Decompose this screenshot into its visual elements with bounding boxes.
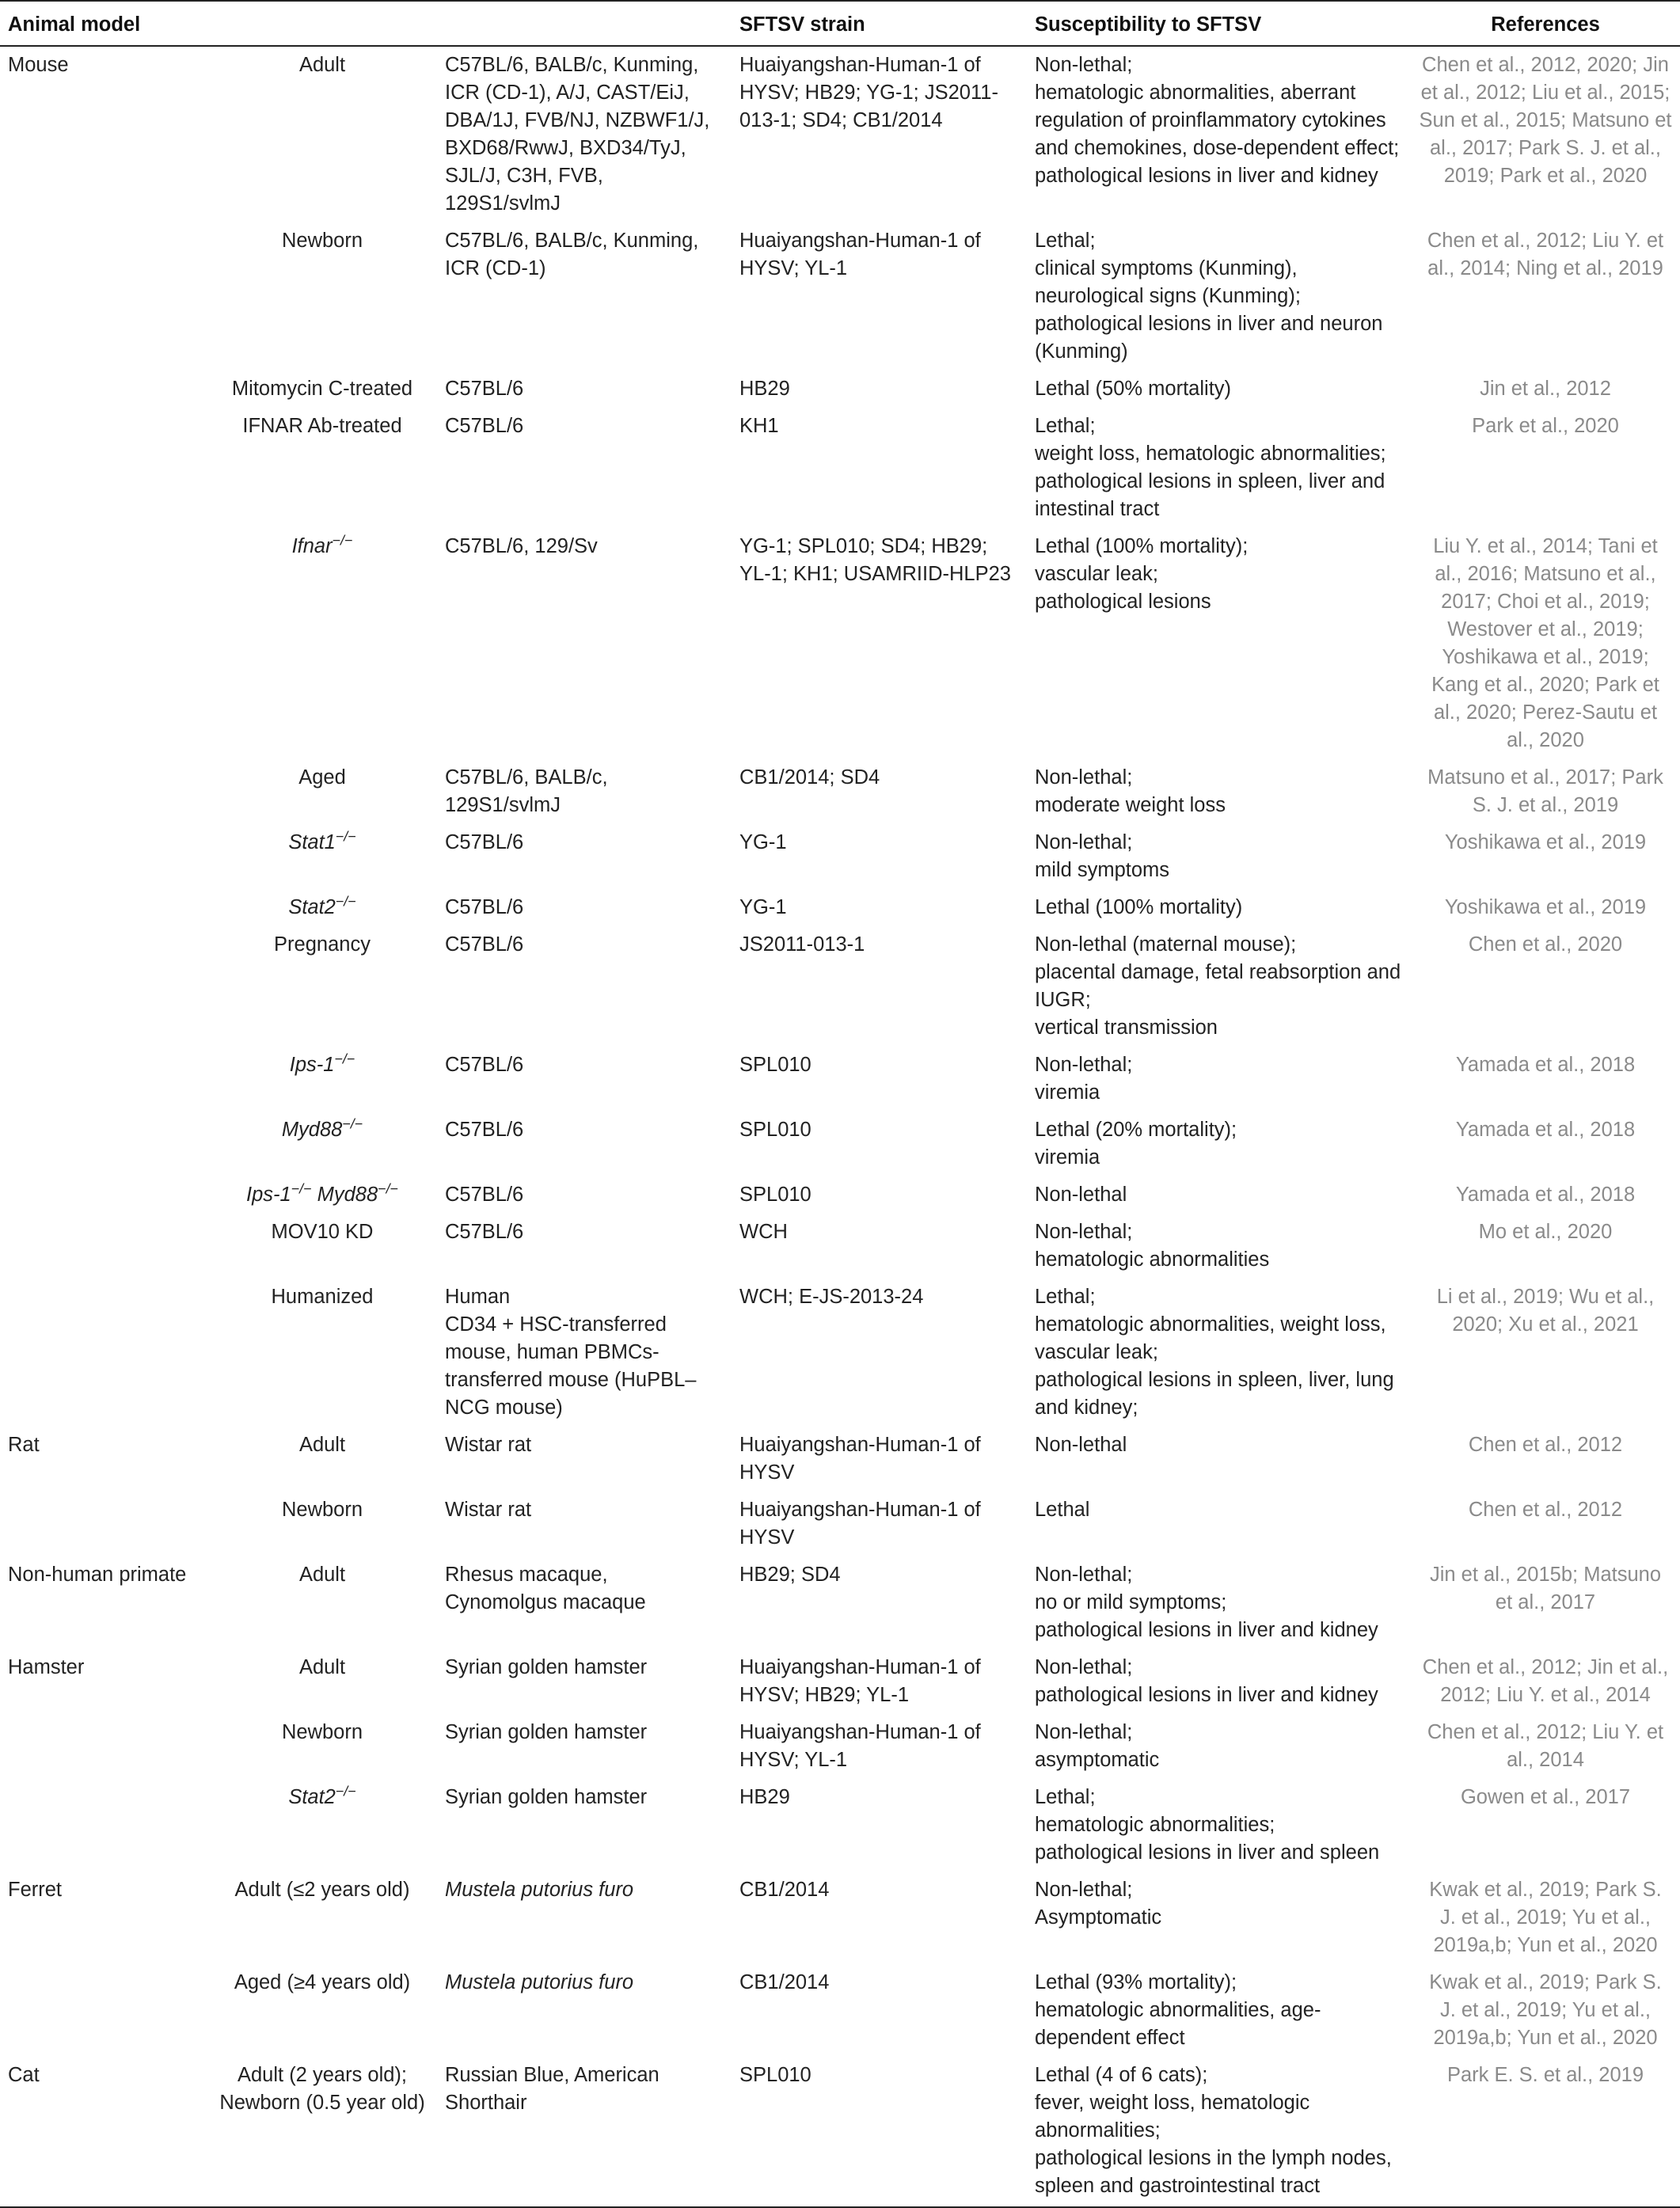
model-label: Adult (2 years old); Newborn (0.5 year old) xyxy=(219,2064,425,2114)
table-row xyxy=(0,1112,1680,1176)
model-label: Newborn xyxy=(281,1499,363,1521)
model-cell xyxy=(207,1872,437,1964)
table-row xyxy=(0,371,1680,408)
header-strain xyxy=(437,1,732,46)
sftsv-strain-cell: HB29 xyxy=(739,1786,790,1808)
table-row xyxy=(0,1279,1680,1427)
knockout-superscript: −/− xyxy=(335,828,356,845)
sftsv-strain-cell: HB29; SD4 xyxy=(739,1564,841,1586)
model-label: Aged xyxy=(298,766,346,789)
host-strain-cell: C57BL/6 xyxy=(445,896,524,918)
animal-group-cell xyxy=(0,1714,207,1779)
header-susceptibility: Susceptibility to SFTSV xyxy=(1027,1,1411,46)
host-strain-cell: C57BL/6 xyxy=(445,933,524,956)
host-strain-cell: C57BL/6 xyxy=(445,831,524,853)
knockout-superscript: −/− xyxy=(342,1115,363,1132)
references-cell: Chen et al., 2012 xyxy=(1468,1499,1623,1521)
host-strain-cell: Wistar rat xyxy=(445,1434,532,1456)
references-cell: Li et al., 2019; Wu et al., 2020; Xu et al., 2021 xyxy=(1436,1286,1655,1336)
header-animal-model: Animal model xyxy=(0,1,207,46)
header-sub-model xyxy=(207,1,437,46)
references-cell: Mo et al., 2020 xyxy=(1478,1221,1613,1243)
table-row xyxy=(0,1047,1680,1112)
susceptibility-cell: Non-lethal; pathological lesions in liver and kidney xyxy=(1035,1656,1378,1706)
table-row xyxy=(0,1649,1680,1714)
table-row xyxy=(0,408,1680,528)
references-cell: Chen et al., 2012; Liu Y. et al., 2014; Ning et al., 2019 xyxy=(1427,230,1664,279)
model-cell xyxy=(207,1176,437,1214)
susceptibility-cell: Non-lethal; no or mild symptoms; pathological lesions in liver and kidney xyxy=(1035,1564,1378,1641)
host-strain-cell: Wistar rat xyxy=(445,1499,532,1521)
sftsv-strain-cell: Huaiyangshan-Human-1 of HYSV xyxy=(739,1434,981,1484)
table-body xyxy=(0,46,1680,2207)
model-cell xyxy=(207,1964,437,2057)
sftsv-strain-cell: WCH xyxy=(739,1221,788,1243)
susceptibility-cell: Lethal; weight loss, hematologic abnormalities; pathological lesions in spleen, liver and intestinal tract xyxy=(1035,415,1386,520)
susceptibility-cell: Non-lethal; viremia xyxy=(1035,1054,1133,1104)
susceptibility-cell: Non-lethal; hematologic abnormalities, aberrant regulation of proinflammatory cytokines and chemokines, dose-dependent effect; pathological lesions in liver and kidney xyxy=(1035,54,1400,187)
host-strain-cell: C57BL/6 xyxy=(445,378,524,400)
table-row xyxy=(0,1176,1680,1214)
table-row xyxy=(0,1872,1680,1964)
sftsv-strain-cell: SPL010 xyxy=(739,1184,811,1206)
host-strain-cell: Syrian golden hamster xyxy=(445,1721,648,1743)
sftsv-strain-cell: Huaiyangshan-Human-1 of HYSV; YL-1 xyxy=(739,1721,981,1771)
sftsv-strain-cell: CB1/2014 xyxy=(739,1879,830,1901)
animal-group-cell xyxy=(0,759,207,824)
model-cell xyxy=(207,408,437,528)
model-label: Adult (≤2 years old) xyxy=(234,1879,410,1901)
table-row xyxy=(0,1779,1680,1872)
susceptibility-cell: Non-lethal xyxy=(1035,1434,1127,1456)
animal-group-cell xyxy=(0,1779,207,1872)
animal-group-cell xyxy=(0,371,207,408)
host-strain-cell: C57BL/6 xyxy=(445,1221,524,1243)
table-row xyxy=(0,889,1680,926)
susceptibility-cell: Lethal (4 of 6 cats); fever, weight loss, hematologic abnormalities; pathological lesions in the lymph nodes, spleen and gastrointestinal tract xyxy=(1027,2057,1411,2207)
table-row xyxy=(0,222,1680,371)
model-cell xyxy=(207,1047,437,1112)
animal-group-cell: Rat xyxy=(8,1434,40,1456)
sftsv-strain-cell: Huaiyangshan-Human-1 of HYSV xyxy=(739,1499,981,1549)
model-label: Stat2 xyxy=(288,896,336,918)
sftsv-strain-cell: Huaiyangshan-Human-1 of HYSV; YL-1 xyxy=(739,230,981,279)
model-label: Adult xyxy=(298,1656,346,1678)
table-header xyxy=(0,1,1680,46)
animal-group-cell xyxy=(0,1964,207,2057)
sftsv-strain-cell: Huaiyangshan-Human-1 of HYSV; HB29; YL-1 xyxy=(739,1656,981,1706)
model-label-2: Myd88 xyxy=(311,1184,378,1206)
sftsv-strain-cell: Huaiyangshan-Human-1 of HYSV; HB29; YG-1; JS2011-013-1; SD4; CB1/2014 xyxy=(739,54,998,131)
model-label: Humanized xyxy=(271,1286,374,1308)
animal-group-cell xyxy=(0,824,207,889)
references-cell: Yamada et al., 2018 xyxy=(1455,1119,1636,1141)
table-row xyxy=(0,528,1680,759)
host-strain-cell: C57BL/6 xyxy=(445,1184,524,1206)
animal-group-cell xyxy=(0,528,207,759)
model-cell xyxy=(207,1556,437,1649)
model-label: Ifnar xyxy=(291,535,333,557)
animal-group-cell xyxy=(0,1047,207,1112)
model-label: Stat2 xyxy=(288,1786,336,1808)
host-strain-cell: Human CD34 + HSC-transferred mouse, human PBMCs-transferred mouse (HuPBL–NCG mouse) xyxy=(445,1286,697,1419)
model-cell xyxy=(207,1279,437,1427)
model-label: Adult xyxy=(298,54,346,76)
table-row xyxy=(0,824,1680,889)
references-cell: Chen et al., 2012; Liu Y. et al., 2014 xyxy=(1427,1721,1664,1771)
sftsv-strain-cell: SPL010 xyxy=(732,2057,1027,2207)
references-cell: Chen et al., 2012 xyxy=(1468,1434,1623,1456)
host-strain-cell: Mustela putorius furo xyxy=(445,1971,634,1993)
host-strain-cell: Syrian golden hamster xyxy=(445,1656,648,1678)
table-row xyxy=(0,1492,1680,1556)
table-row xyxy=(0,1214,1680,1279)
knockout-superscript: −/− xyxy=(291,1180,312,1197)
sftsv-strain-cell: YG-1 xyxy=(739,896,787,918)
susceptibility-cell: Lethal (50% mortality) xyxy=(1035,378,1232,400)
table-row xyxy=(0,1714,1680,1779)
susceptibility-cell: Lethal (100% mortality); vascular leak; pathological lesions xyxy=(1035,535,1249,613)
animal-group-cell xyxy=(0,1176,207,1214)
animal-group-cell xyxy=(0,408,207,528)
animal-group-cell xyxy=(0,1279,207,1427)
susceptibility-cell: Lethal; clinical symptoms (Kunming), neurological signs (Kunming); pathological lesions in liver and neuron (Kunming) xyxy=(1035,230,1383,363)
susceptibility-cell: Non-lethal xyxy=(1035,1184,1127,1206)
model-label: Adult xyxy=(298,1564,346,1586)
susceptibility-cell: Non-lethal; mild symptoms xyxy=(1035,831,1170,881)
animal-group-cell xyxy=(0,889,207,926)
model-cell xyxy=(207,1714,437,1779)
table-row xyxy=(0,1556,1680,1649)
references-cell: Yamada et al., 2018 xyxy=(1455,1054,1636,1076)
animal-group-cell xyxy=(0,1112,207,1176)
host-strain-cell: Rhesus macaque, Cynomolgus macaque xyxy=(445,1564,646,1613)
model-cell xyxy=(207,1649,437,1714)
references-cell: Yoshikawa et al., 2019 xyxy=(1444,896,1647,918)
model-cell xyxy=(207,1492,437,1556)
animal-group-cell: Cat xyxy=(0,2057,207,2207)
model-label: IFNAR Ab-treated xyxy=(242,415,402,437)
references-cell: Yoshikawa et al., 2019 xyxy=(1444,831,1647,853)
references-cell: Jin et al., 2015b; Matsuno et al., 2017 xyxy=(1429,1564,1662,1613)
animal-group-cell: Hamster xyxy=(8,1656,85,1678)
references-cell: Yamada et al., 2018 xyxy=(1455,1184,1636,1206)
model-label: Newborn xyxy=(281,1721,363,1743)
animal-group-cell xyxy=(0,1214,207,1279)
references-cell: Gowen et al., 2017 xyxy=(1460,1786,1631,1808)
host-strain-cell: C57BL/6, BALB/c, 129S1/svlmJ xyxy=(445,766,608,816)
host-strain-cell: Syrian golden hamster xyxy=(445,1786,648,1808)
sftsv-strain-cell: YG-1 xyxy=(739,831,787,853)
host-strain-cell: C57BL/6, BALB/c, Kunming, ICR (CD-1), A/J, CAST/EiJ, DBA/1J, FVB/NJ, NZBWF1/J, BXD68/RwwJ, BXD34/TyJ, SJL/J, C3H, FVB, 129S1/svlmJ xyxy=(445,54,710,215)
model-label: Mitomycin C-treated xyxy=(231,378,413,400)
references-cell: Liu Y. et al., 2014; Tani et al., 2016; Matsuno et al., 2017; Choi et al., 2019; Westover et al., 2019; Yoshikawa et al., 2019; Kang et al., 2020; Park et al., 2020; Perez-Sautu et al., 2020 xyxy=(1431,535,1659,751)
model-cell xyxy=(207,2057,437,2207)
sftsv-strain-cell: HB29 xyxy=(739,378,790,400)
references-cell: Jin et al., 2012 xyxy=(1480,378,1611,400)
model-cell xyxy=(207,889,437,926)
susceptibility-cell: Lethal; hematologic abnormalities; pathological lesions in liver and spleen xyxy=(1035,1786,1380,1864)
host-strain-cell: Russian Blue, American Shorthair xyxy=(437,2057,732,2207)
model-label: Adult xyxy=(298,1434,346,1456)
knockout-superscript-2: −/− xyxy=(378,1180,398,1197)
susceptibility-cell: Non-lethal (maternal mouse); placental damage, fetal reabsorption and IUGR; vertical transmission xyxy=(1035,933,1401,1039)
susceptibility-cell: Lethal (20% mortality); viremia xyxy=(1035,1119,1237,1169)
host-strain-cell: C57BL/6, 129/Sv xyxy=(445,535,598,557)
model-cell xyxy=(207,1214,437,1279)
animal-group-cell: Ferret xyxy=(8,1879,63,1901)
sftsv-strain-cell: WCH; E-JS-2013-24 xyxy=(739,1286,924,1308)
knockout-superscript: −/− xyxy=(332,532,353,549)
table-row xyxy=(0,1964,1680,2057)
header-sftsv-strain: SFTSV strain xyxy=(732,1,1027,46)
model-cell xyxy=(207,371,437,408)
susceptibility-cell: Non-lethal; asymptomatic xyxy=(1035,1721,1160,1771)
susceptibility-cell: Non-lethal; Asymptomatic xyxy=(1035,1879,1162,1929)
sftsv-strain-cell: CB1/2014 xyxy=(739,1971,830,1993)
host-strain-cell: C57BL/6 xyxy=(445,1054,524,1076)
references-cell: Chen et al., 2012, 2020; Jin et al., 2012; Liu et al., 2015; Sun et al., 2015; Matsuno et al., 2017; Park S. J. et al., 2019; Park et al., 2020 xyxy=(1419,54,1672,187)
host-strain-cell: Mustela putorius furo xyxy=(445,1879,634,1901)
sftsv-strain-cell: CB1/2014; SD4 xyxy=(739,766,880,789)
model-cell xyxy=(207,1779,437,1872)
table-row xyxy=(0,46,1680,222)
sftsv-strain-cell: JS2011-013-1 xyxy=(739,933,865,956)
model-label: MOV10 KD xyxy=(271,1221,374,1243)
knockout-superscript: −/− xyxy=(335,1783,356,1799)
host-strain-cell: C57BL/6 xyxy=(445,1119,524,1141)
references-cell: Chen et al., 2020 xyxy=(1468,933,1623,956)
model-cell xyxy=(207,1427,437,1492)
animal-group-cell xyxy=(0,926,207,1047)
susceptibility-cell: Lethal; hematologic abnormalities, weight loss, vascular leak; pathological lesions in spleen, liver, lung and kidney; xyxy=(1035,1286,1394,1419)
model-cell xyxy=(207,222,437,371)
sftsv-strain-cell: KH1 xyxy=(739,415,779,437)
model-label: Ips-1 xyxy=(246,1184,291,1206)
knockout-superscript: −/− xyxy=(335,893,356,910)
sftsv-strain-cell: SPL010 xyxy=(739,1119,811,1141)
model-cell xyxy=(207,1112,437,1176)
references-cell: Chen et al., 2012; Jin et al., 2012; Liu Y. et al., 2014 xyxy=(1422,1656,1669,1706)
knockout-superscript: −/− xyxy=(334,1051,355,1067)
animal-group-cell xyxy=(0,222,207,371)
table-row xyxy=(0,2057,1680,2207)
references-cell: Park et al., 2020 xyxy=(1472,415,1619,437)
susceptibility-cell: Lethal (100% mortality) xyxy=(1035,896,1243,918)
references-cell: Park E. S. et al., 2019 xyxy=(1411,2057,1680,2207)
references-cell: Kwak et al., 2019; Park S. J. et al., 2019; Yu et al., 2019a,b; Yun et al., 2020 xyxy=(1429,1971,1662,2049)
model-cell xyxy=(207,46,437,222)
model-cell xyxy=(207,528,437,759)
model-cell xyxy=(207,759,437,824)
model-label: Newborn xyxy=(281,230,363,252)
model-label: Myd88 xyxy=(281,1119,343,1141)
susceptibility-cell: Non-lethal; moderate weight loss xyxy=(1035,766,1226,816)
animal-group-cell: Non-human primate xyxy=(8,1564,187,1586)
model-label: Ips-1 xyxy=(289,1054,335,1076)
model-label: Stat1 xyxy=(288,831,336,853)
header-row xyxy=(0,1,1680,46)
animal-group-cell: Mouse xyxy=(8,54,69,76)
host-strain-cell: C57BL/6 xyxy=(445,415,524,437)
references-cell: Kwak et al., 2019; Park S. J. et al., 2019; Yu et al., 2019a,b; Yun et al., 2020 xyxy=(1429,1879,1662,1956)
susceptibility-cell: Non-lethal; hematologic abnormalities xyxy=(1035,1221,1270,1271)
table-row xyxy=(0,1427,1680,1492)
table-row xyxy=(0,926,1680,1047)
model-cell xyxy=(207,926,437,1047)
susceptibility-cell: Lethal xyxy=(1035,1499,1090,1521)
model-label: Pregnancy xyxy=(274,933,371,956)
table-row xyxy=(0,759,1680,824)
model-label: Aged (≥4 years old) xyxy=(234,1971,411,1993)
sftsv-strain-cell: YG-1; SPL010; SD4; HB29; YL-1; KH1; USAMRIID-HLP23 xyxy=(739,535,1011,585)
model-cell xyxy=(207,824,437,889)
sftsv-strain-cell: SPL010 xyxy=(739,1054,811,1076)
header-references: References xyxy=(1411,1,1680,46)
susceptibility-cell: Lethal (93% mortality); hematologic abnormalities, age-dependent effect xyxy=(1035,1971,1321,2049)
references-cell: Matsuno et al., 2017; Park S. J. et al., 2019 xyxy=(1427,766,1663,816)
animal-group-cell xyxy=(0,1492,207,1556)
host-strain-cell: C57BL/6, BALB/c, Kunming, ICR (CD-1) xyxy=(445,230,699,279)
